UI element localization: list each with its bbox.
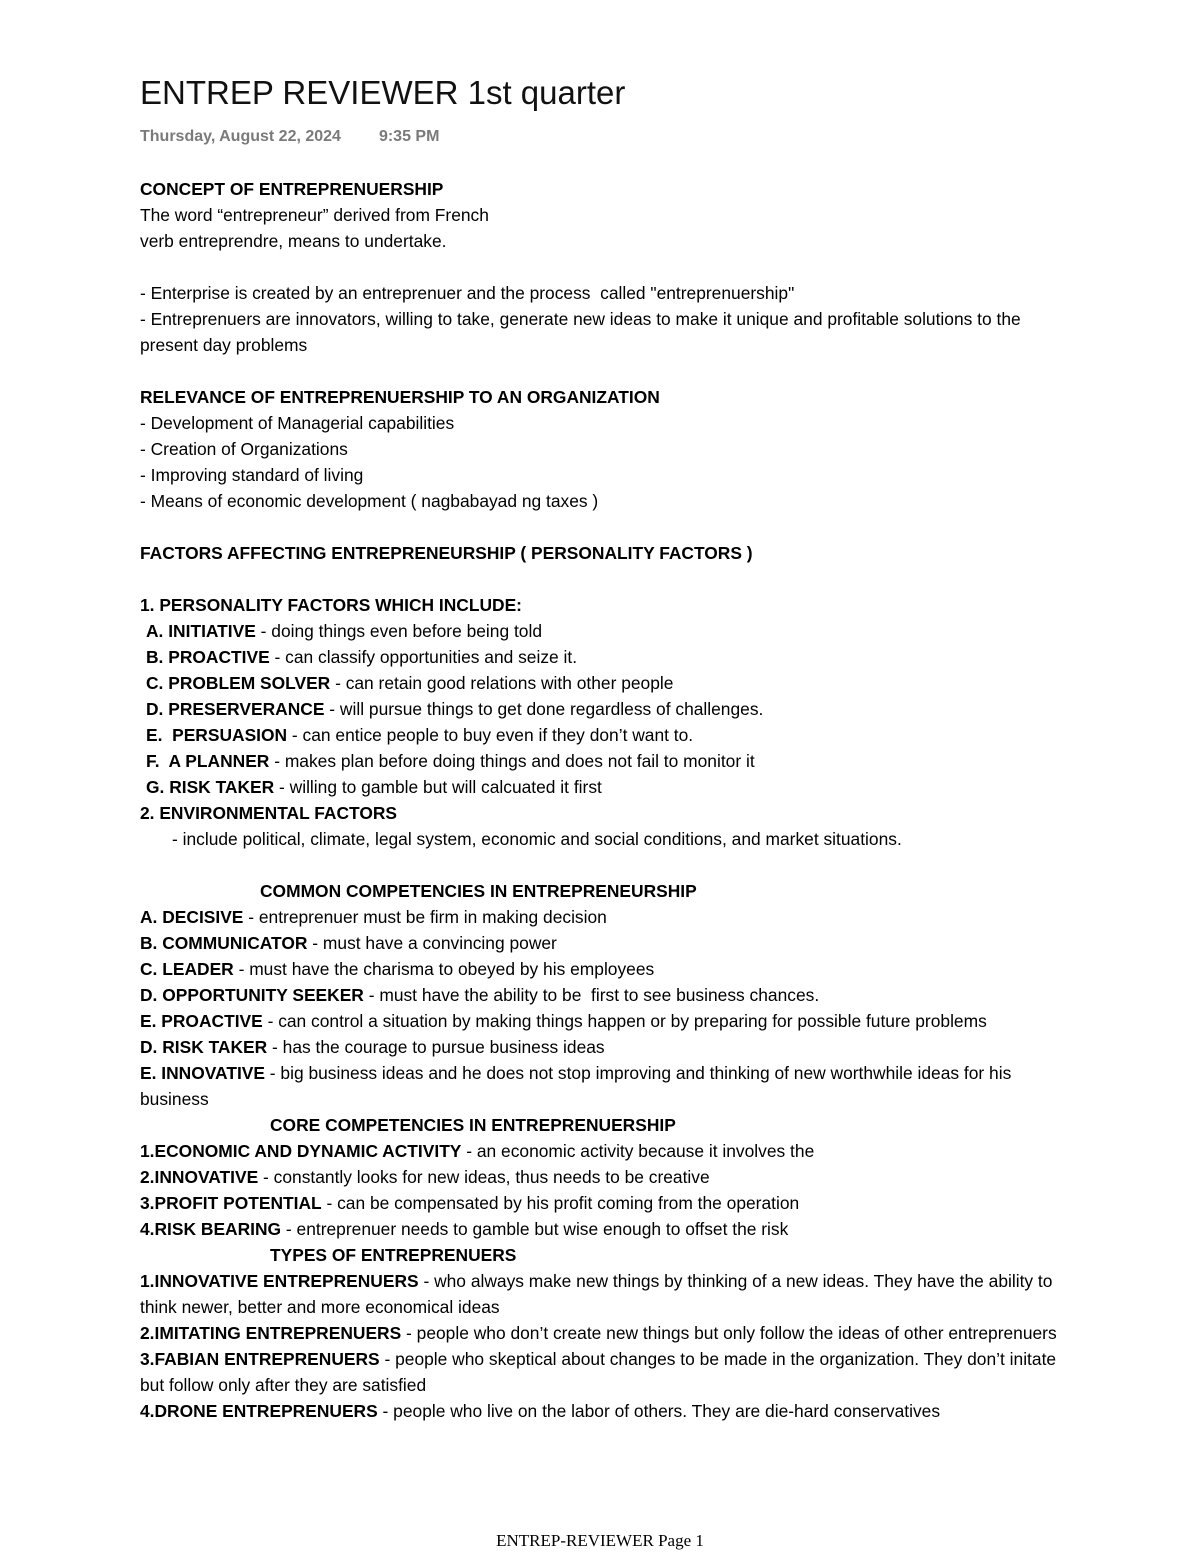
page-content [140,176,1060,1424]
common-item [140,1060,1060,1112]
term: D. RISK TAKER [140,1037,268,1057]
desc: - people who don’t create new things but only follow the ideas of other entreprenuers [401,1323,1057,1343]
personality-item [140,696,1060,722]
relevance-item: - Means of economic development ( nagbabayad ng taxes ) [140,491,599,511]
page-footer: ENTREP-REVIEWER Page 1 [496,1531,704,1550]
desc: - doing things even before being told [255,621,543,641]
desc: - entreprenuer must be firm in making decision [243,907,607,927]
core-item [140,1190,1060,1216]
personality-item [140,618,1060,644]
page-meta [140,128,439,146]
concept-bullet-1: - Enterprise is created by an entreprenuer and the process called "entreprenuership" [140,283,795,303]
personality-item [140,722,1060,748]
term: 4.DRONE ENTREPRENUERS [140,1401,378,1421]
term: B. COMMUNICATOR [140,933,308,953]
term: 3.FABIAN ENTREPRENUERS [140,1349,380,1369]
relevance-heading: RELEVANCE OF ENTREPRENUERSHIP TO AN ORGANIZATION [140,387,660,407]
term: 4.RISK BEARING [140,1219,282,1239]
desc: - can control a situation by making things happen or by preparing for possible future problems [262,1011,987,1031]
relevance-item: - Improving standard of living [140,465,364,485]
types-item [140,1320,1060,1346]
concept-line-2: verb entreprendre, means to undertake. [140,231,447,251]
term: 2.IMITATING ENTREPRENUERS [140,1323,402,1343]
personality-item [140,670,1060,696]
page-date: Thursday, August 22, 2024 [140,128,341,145]
term: E. INNOVATIVE [140,1063,265,1083]
term: 1.INNOVATIVE ENTREPRENUERS [140,1271,419,1291]
term: E. PERSUASION [146,725,288,745]
desc: - willing to gamble but will calcuated it first [274,777,602,797]
common-heading: COMMON COMPETENCIES IN ENTREPRENEURSHIP [260,881,697,901]
common-item [140,904,1060,930]
concept-line-1: The word “entrepreneur” derived from French [140,205,489,225]
desc: - who always make new things by thinking of a new ideas. They have the ability to think newer, better and more economical ideas [140,1271,1053,1317]
common-item [140,956,1060,982]
types-item [140,1268,1060,1320]
core-heading: CORE COMPETENCIES IN ENTREPRENUERSHIP [270,1115,676,1135]
desc: - people who skeptical about changes to be made in the organization. They don’t initate but follow only after they are satisfied [140,1349,1057,1395]
types-item [140,1398,1060,1424]
core-item [140,1216,1060,1242]
desc: - can retain good relations with other people [330,673,674,693]
page-title: ENTREP REVIEWER 1st quarter [140,74,626,111]
term: F. A PLANNER [146,751,270,771]
desc: - makes plan before doing things and does not fail to monitor it [269,751,755,771]
relevance-item: - Development of Managerial capabilities [140,413,455,433]
term: 3.PROFIT POTENTIAL [140,1193,322,1213]
personality-item [140,774,1060,800]
desc: - big business ideas and he does not stop improving and thinking of new worthwhile ideas for his business [140,1063,1012,1109]
desc: - will pursue things to get done regardless of challenges. [324,699,764,719]
desc: - can entice people to buy even if they don’t want to. [287,725,694,745]
desc: - can classify opportunities and seize it. [269,647,578,667]
term: G. RISK TAKER [146,777,275,797]
desc: - can be compensated by his profit coming from the operation [321,1193,800,1213]
term: 2.INNOVATIVE [140,1167,259,1187]
environmental-heading: 2. ENVIRONMENTAL FACTORS [140,803,398,823]
desc: - must have the ability to be first to see business chances. [363,985,820,1005]
page-time: 9:35 PM [378,128,440,145]
factors-heading: FACTORS AFFECTING ENTREPRENEURSHIP ( PERSONALITY FACTORS ) [140,543,753,563]
common-item [140,1008,1060,1034]
term: 1.ECONOMIC AND DYNAMIC ACTIVITY [140,1141,462,1161]
desc: - an economic activity because it involves the [461,1141,815,1161]
term: B. PROACTIVE [146,647,270,667]
common-item [140,982,1060,1008]
term: C. LEADER [140,959,234,979]
environmental-desc: - include political, climate, legal system, economic and social conditions, and market situations. [172,829,902,849]
desc: - constantly looks for new ideas, thus needs to be creative [258,1167,710,1187]
desc: - people who live on the labor of others. They are die-hard conservatives [377,1401,941,1421]
relevance-item: - Creation of Organizations [140,439,348,459]
term: A. INITIATIVE [146,621,256,641]
desc: - has the courage to pursue business ideas [267,1037,605,1057]
personality-item [140,748,1060,774]
term: D. PRESERVERANCE [146,699,325,719]
types-heading: TYPES OF ENTREPRENUERS [270,1245,517,1265]
term: D. OPPORTUNITY SEEKER [140,985,364,1005]
personality-heading: 1. PERSONALITY FACTORS WHICH INCLUDE: [140,595,522,615]
desc: - must have the charisma to obeyed by his employees [233,959,655,979]
term: C. PROBLEM SOLVER [146,673,331,693]
core-item [140,1138,1060,1164]
term: E. PROACTIVE [140,1011,263,1031]
desc: - entreprenuer needs to gamble but wise enough to offset the risk [281,1219,789,1239]
types-item [140,1346,1060,1398]
personality-item [140,644,1060,670]
common-item [140,1034,1060,1060]
desc: - must have a convincing power [307,933,557,953]
term: A. DECISIVE [140,907,244,927]
concept-bullet-2: - Entreprenuers are innovators, willing to take, generate new ideas to make it unique and profitable solutions to the present day problems [140,309,1021,355]
common-item [140,930,1060,956]
concept-heading: CONCEPT OF ENTREPRENUERSHIP [140,179,444,199]
core-item [140,1164,1060,1190]
